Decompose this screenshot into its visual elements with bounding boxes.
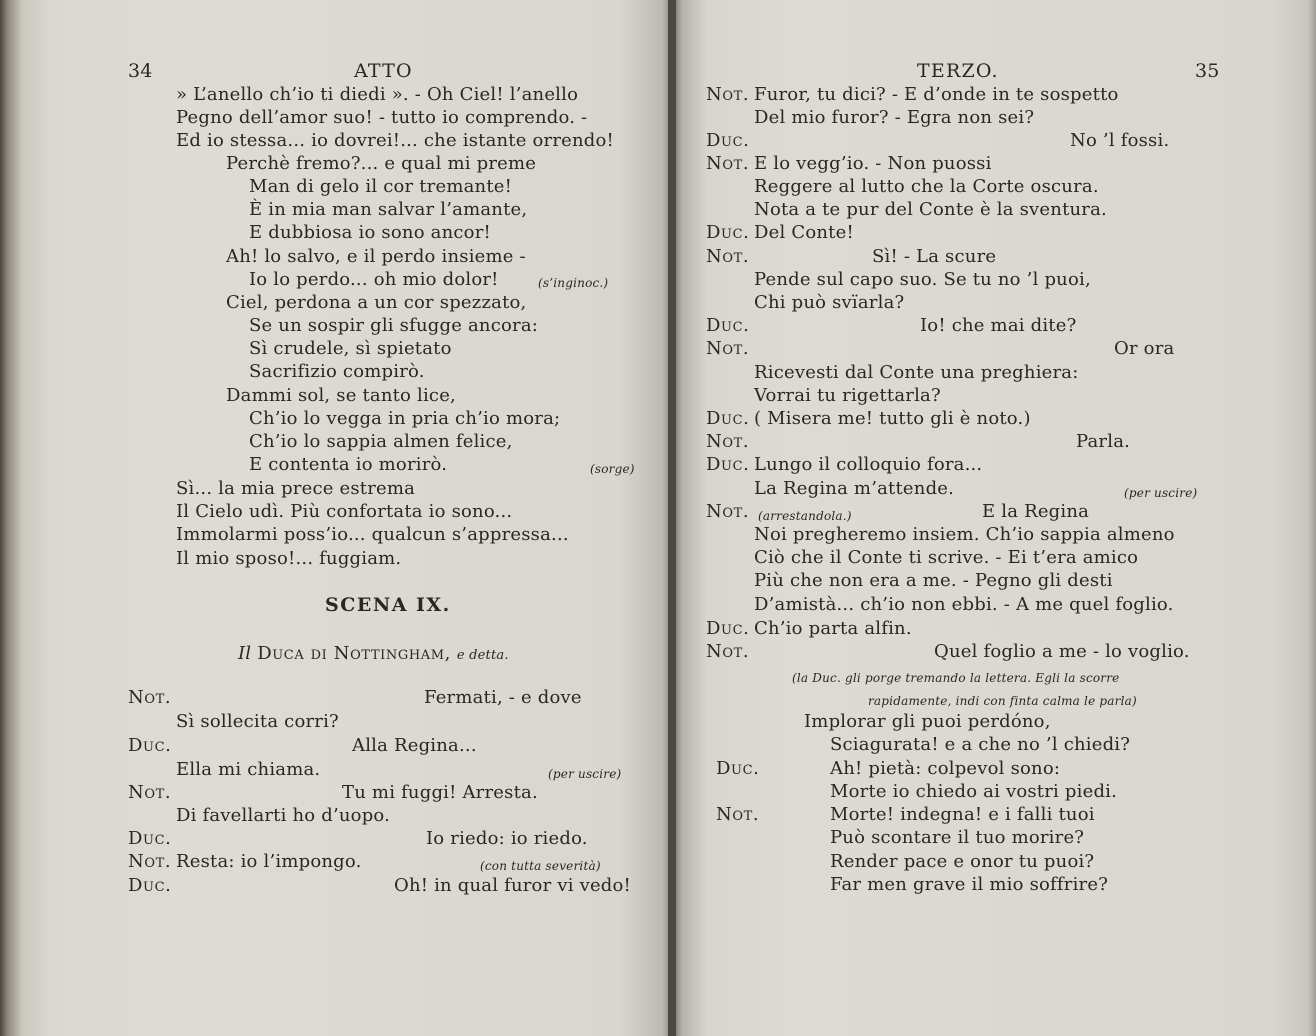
verse-line: Perchè fremo?... e qual mi preme [226,153,537,174]
dialogue-line: Furor, tu dici? - E d’onde in te sospetto [754,84,1119,105]
dialogue-line: Lungo il colloquio fora... [754,454,983,475]
speaker-label: Duc. [716,758,760,779]
dialogue-line: Io riedo: io riedo. [426,828,588,849]
cast-note: e detta. [456,648,509,663]
dialogue-line: No ’l fossi. [1070,130,1170,151]
speaker-label: Duc. [128,735,172,756]
verse-line: È in mia man salvar l’amante, [249,199,528,220]
stage-direction: (arrestandola.) [758,509,852,523]
dialogue-line: Fermati, - e dove [424,687,582,708]
stage-direction: (per uscire) [548,767,622,781]
running-head: TERZO. [917,60,999,82]
cast-list [238,643,509,667]
dialogue-line: Chi può svïarla? [754,292,905,313]
verse-line: Sì crudele, sì spietato [249,338,452,359]
stage-direction: (con tutta severità) [480,859,601,873]
dialogue-line: E lo vegg’io. - Non puossi [754,153,992,174]
speaker-label: Duc. [706,618,750,639]
dialogue-line: ( Misera me! tutto gli è noto.) [754,408,1031,429]
verse-line: Sacrifizio compirò. [249,361,425,382]
dialogue-line: Far men grave il mio soffrire? [830,874,1109,895]
speaker-label: Not. [128,782,172,803]
verse-line: Ah! lo salvo, e il perdo insieme - [226,246,526,267]
dialogue-line: Implorar gli puoi perdóno, [804,711,1051,732]
verse-line: Ch’io lo sappia almen felice, [249,431,513,452]
dialogue-line: Del mio furor? - Egra non sei? [754,107,1035,128]
verse-line: Man di gelo il cor tremante! [249,176,513,197]
speaker-label: Not. [706,153,750,174]
dialogue-line: D’amistà... ch’io non ebbi. - A me quel foglio. [754,594,1174,615]
scene-title: SCENA IX. [325,594,451,616]
book-gutter [668,0,676,1036]
dialogue-line: Sì sollecita corri? [176,711,339,732]
speaker-label: Not. [706,501,750,522]
stage-direction: rapidamente, indi con finta calma le parla) [868,694,1137,708]
speaker-label: Duc. [706,315,750,336]
speaker-label: Duc. [706,222,750,243]
verse-line: Immolarmi poss’io... qualcun s’appressa... [176,524,569,545]
dialogue-line: Alla Regina... [352,735,477,756]
speaker-label: Duc. [706,130,750,151]
verse-line: Io lo perdo... oh mio dolor! [249,269,499,290]
dialogue-line: Morte io chiedo ai vostri piedi. [830,781,1118,802]
speaker-label: Duc. [128,828,172,849]
speaker-label: Not. [706,431,750,452]
verse-line: E dubbiosa io sono ancor! [249,222,491,243]
speaker-label: Not. [716,804,760,825]
dialogue-line: Ciò che il Conte ti scrive. - Ei t’era amico [754,547,1139,568]
verse-line: Ed io stessa... io dovrei!... che istante orrendo! [176,130,614,151]
stage-direction: (s’inginoc.) [538,276,609,290]
page-number: 35 [1195,60,1220,82]
dialogue-line: Sì! - La scure [872,246,997,267]
speaker-label: Duc. [706,454,750,475]
speaker-label: Not. [706,338,750,359]
speaker-label: Not. [706,84,750,105]
dialogue-line: Ella mi chiama. [176,759,321,780]
dialogue-line: Più che non era a me. - Pegno gli desti [754,570,1113,591]
dialogue-line: Resta: io l’impongo. [176,851,362,872]
page-number: 34 [128,60,153,82]
dialogue-line: Or ora [1114,338,1175,359]
verse-line: Dammi sol, se tanto lice, [226,385,456,406]
dialogue-line: Parla. [1076,431,1131,452]
verse-line: Il Cielo udì. Più confortata io sono... [176,501,513,522]
dialogue-line: Reggere al lutto che la Corte oscura. [754,176,1099,197]
speaker-label: Not. [706,246,750,267]
dialogue-line: Di favellarti ho d’uopo. [176,805,391,826]
right-page [672,0,1316,1036]
dialogue-line: Render pace e onor tu puoi? [830,851,1095,872]
speaker-label: Not. [128,687,172,708]
verse-line: » L’anello ch’io ti diedi ». - Oh Ciel! l’anello [176,84,579,105]
cast-pre: Il [238,643,252,664]
dialogue-line: Tu mi fuggi! Arresta. [342,782,538,803]
dialogue-line: Morte! indegna! e i falli tuoi [830,804,1095,825]
verse-line: Il mio sposo!... fuggiam. [176,548,402,569]
running-head: ATTO [354,60,413,82]
dialogue-line: E la Regina [982,501,1090,522]
dialogue-line: Noi pregheremo insiem. Ch’io sappia almeno [754,524,1175,545]
stage-direction: (la Duc. gli porge tremando la lettera. Egli la scorre [792,671,1120,685]
verse-line: Se un sospir gli sfugge ancora: [249,315,539,336]
dialogue-line: Oh! in qual furor vi vedo! [394,875,631,896]
cast-name: Duca di Nottingham, [257,643,451,664]
dialogue-line: Ch’io parta alfin. [754,618,912,639]
verse-line: Ciel, perdona a un cor spezzato, [226,292,527,313]
speaker-label: Duc. [706,408,750,429]
stage-direction: (per uscire) [1124,486,1198,500]
dialogue-line: Pende sul capo suo. Se tu no ’l puoi, [754,269,1091,290]
dialogue-line: Ricevesti dal Conte una preghiera: [754,362,1079,383]
dialogue-line: La Regina m’attende. [754,478,955,499]
verse-line: E contenta io morirò. [249,454,448,475]
stage-direction: (sorge) [590,462,635,476]
verse-line: Pegno dell’amor suo! - tutto io comprendo. - [176,107,588,128]
dialogue-line: Nota a te pur del Conte è la sventura. [754,199,1107,220]
dialogue-line: Quel foglio a me - lo voglio. [934,641,1190,662]
verse-line: Ch’io lo vegga in pria ch’io mora; [249,408,561,429]
verse-line: Sì... la mia prece estrema [176,478,416,499]
dialogue-line: Ah! pietà: colpevol sono: [830,758,1061,779]
dialogue-line: Può scontare il tuo morire? [830,827,1085,848]
speaker-label: Not. [706,641,750,662]
dialogue-line: Del Conte! [754,222,854,243]
speaker-label: Duc. [128,875,172,896]
dialogue-line: Sciagurata! e a che no ’l chiedi? [830,734,1131,755]
dialogue-line: Vorrai tu rigettarla? [754,385,941,406]
dialogue-line: Io! che mai dite? [920,315,1077,336]
speaker-label: Not. [128,851,172,872]
